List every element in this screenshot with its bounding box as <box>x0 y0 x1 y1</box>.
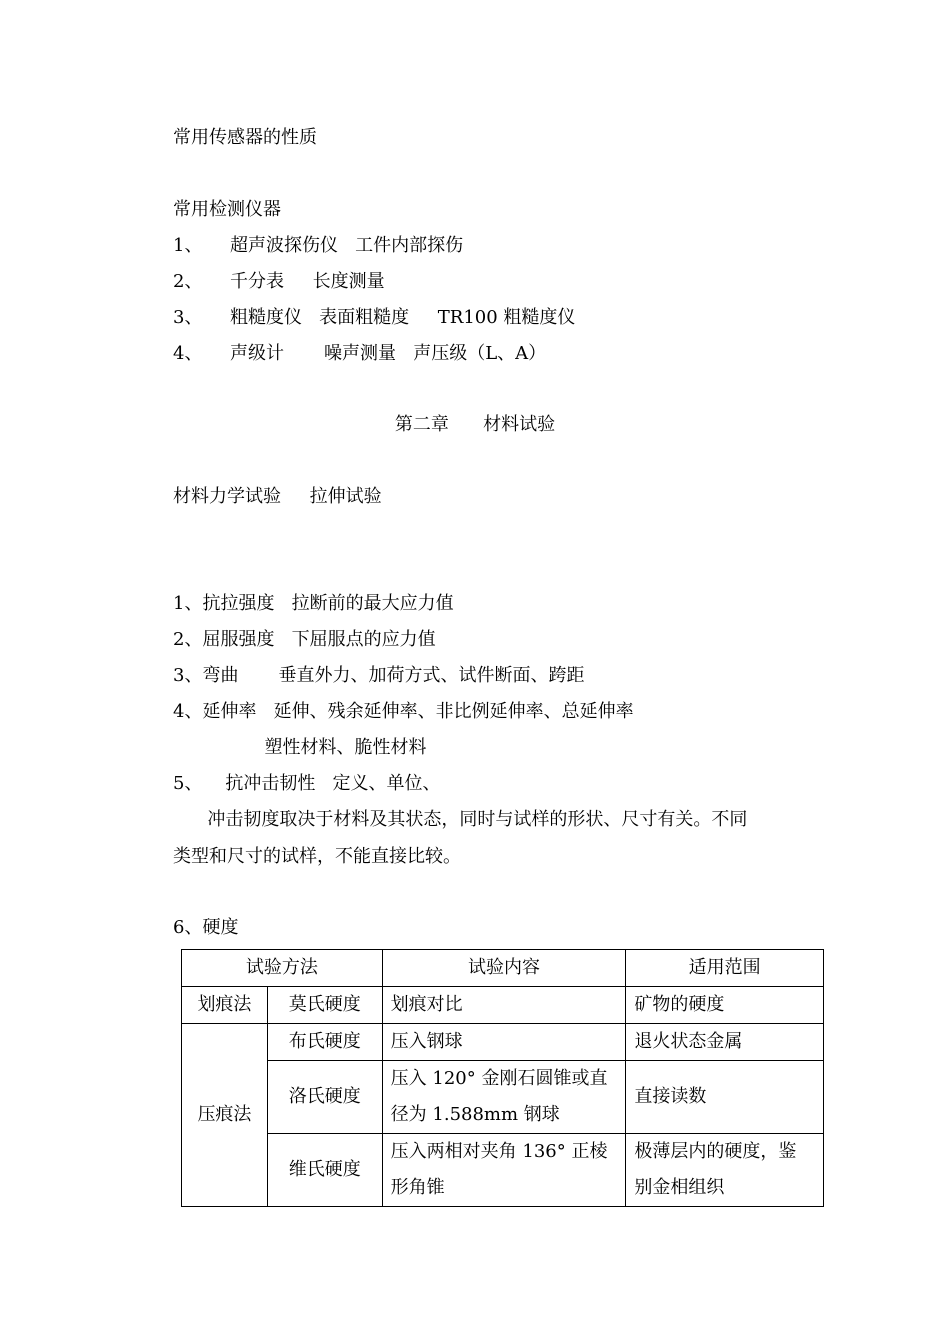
list-item-continuation: 塑性材料、脆性材料 <box>173 737 427 758</box>
subsection-title: 材料力学试验 拉伸试验 <box>173 486 382 507</box>
list-item: 3、弯曲 垂直外力、加荷方式、试件断面、跨距 <box>173 665 585 686</box>
paragraph-line: 类型和尺寸的试样，不能直接比较。 <box>173 846 461 867</box>
item-number: 2、 <box>173 271 203 292</box>
list-item <box>173 270 385 294</box>
item-number: 4、 <box>173 343 203 364</box>
cell-content <box>382 1061 626 1134</box>
cell-scope-line: 极薄层内的硬度，鉴 <box>634 1141 797 1162</box>
list-item: 5、 抗冲击韧性 定义、单位、 <box>173 773 441 794</box>
cell-content-line: 形角锥 <box>390 1177 445 1198</box>
header-scope: 适用范围 <box>626 950 824 987</box>
paragraph-line: 冲击韧度取决于材料及其状态，同时与试样的形状、尺寸有关。不同 <box>173 809 748 830</box>
item-text: 千分表 长度测量 <box>230 271 385 292</box>
cell-content: 划痕对比 <box>382 987 626 1024</box>
cell-group: 压痕法 <box>182 1024 268 1207</box>
item-text: 超声波探伤仪 工件内部探伤 <box>230 235 464 256</box>
cell-content <box>382 1134 626 1207</box>
item-number: 1、 <box>173 235 203 256</box>
cell-content-line: 径为 1.588mm 钢球 <box>390 1104 560 1125</box>
list-item: 1、抗拉强度 拉断前的最大应力值 <box>173 593 454 614</box>
hardness-table <box>181 949 824 1207</box>
cell-scope-line: 别金相组织 <box>634 1177 725 1198</box>
list-item <box>173 306 575 330</box>
hardness-title: 6、硬度 <box>173 917 239 938</box>
list-item <box>173 234 463 258</box>
item-text: 粗糙度仪 表面粗糙度 TR100 粗糙度仪 <box>230 307 576 328</box>
table-row <box>182 1134 824 1207</box>
cell-content-line: 压入 120° 金刚石圆锥或直 <box>390 1068 608 1089</box>
cell-method: 布氏硬度 <box>267 1024 382 1061</box>
cell-scope: 退火状态金属 <box>626 1024 824 1061</box>
cell-scope <box>626 1134 824 1207</box>
table-header-row <box>182 950 824 987</box>
header-content: 试验内容 <box>382 950 626 987</box>
cell-content: 压入钢球 <box>382 1024 626 1061</box>
section-title-instruments: 常用检测仪器 <box>173 199 281 220</box>
chapter-title: 第二章 材料试验 <box>394 414 556 435</box>
list-item: 2、屈服强度 下屈服点的应力值 <box>173 629 436 650</box>
table-row <box>182 1061 824 1134</box>
list-item: 4、延伸率 延伸、残余延伸率、非比例延伸率、总延伸率 <box>173 701 634 722</box>
item-text: 声级计 噪声测量 声压级（L、A） <box>230 343 547 364</box>
header-method: 试验方法 <box>182 950 383 987</box>
cell-group: 划痕法 <box>182 987 268 1024</box>
cell-scope: 直接读数 <box>626 1061 824 1134</box>
cell-method: 洛氏硬度 <box>267 1061 382 1134</box>
item-number: 3、 <box>173 307 203 328</box>
list-item <box>173 342 546 366</box>
cell-method: 维氏硬度 <box>267 1134 382 1207</box>
section-title-sensors: 常用传感器的性质 <box>173 127 317 148</box>
table-row <box>182 1024 824 1061</box>
cell-method: 莫氏硬度 <box>267 987 382 1024</box>
cell-content-line: 压入两相对夹角 136° 正棱 <box>390 1141 608 1162</box>
cell-scope: 矿物的硬度 <box>626 987 824 1024</box>
table-row <box>182 987 824 1024</box>
